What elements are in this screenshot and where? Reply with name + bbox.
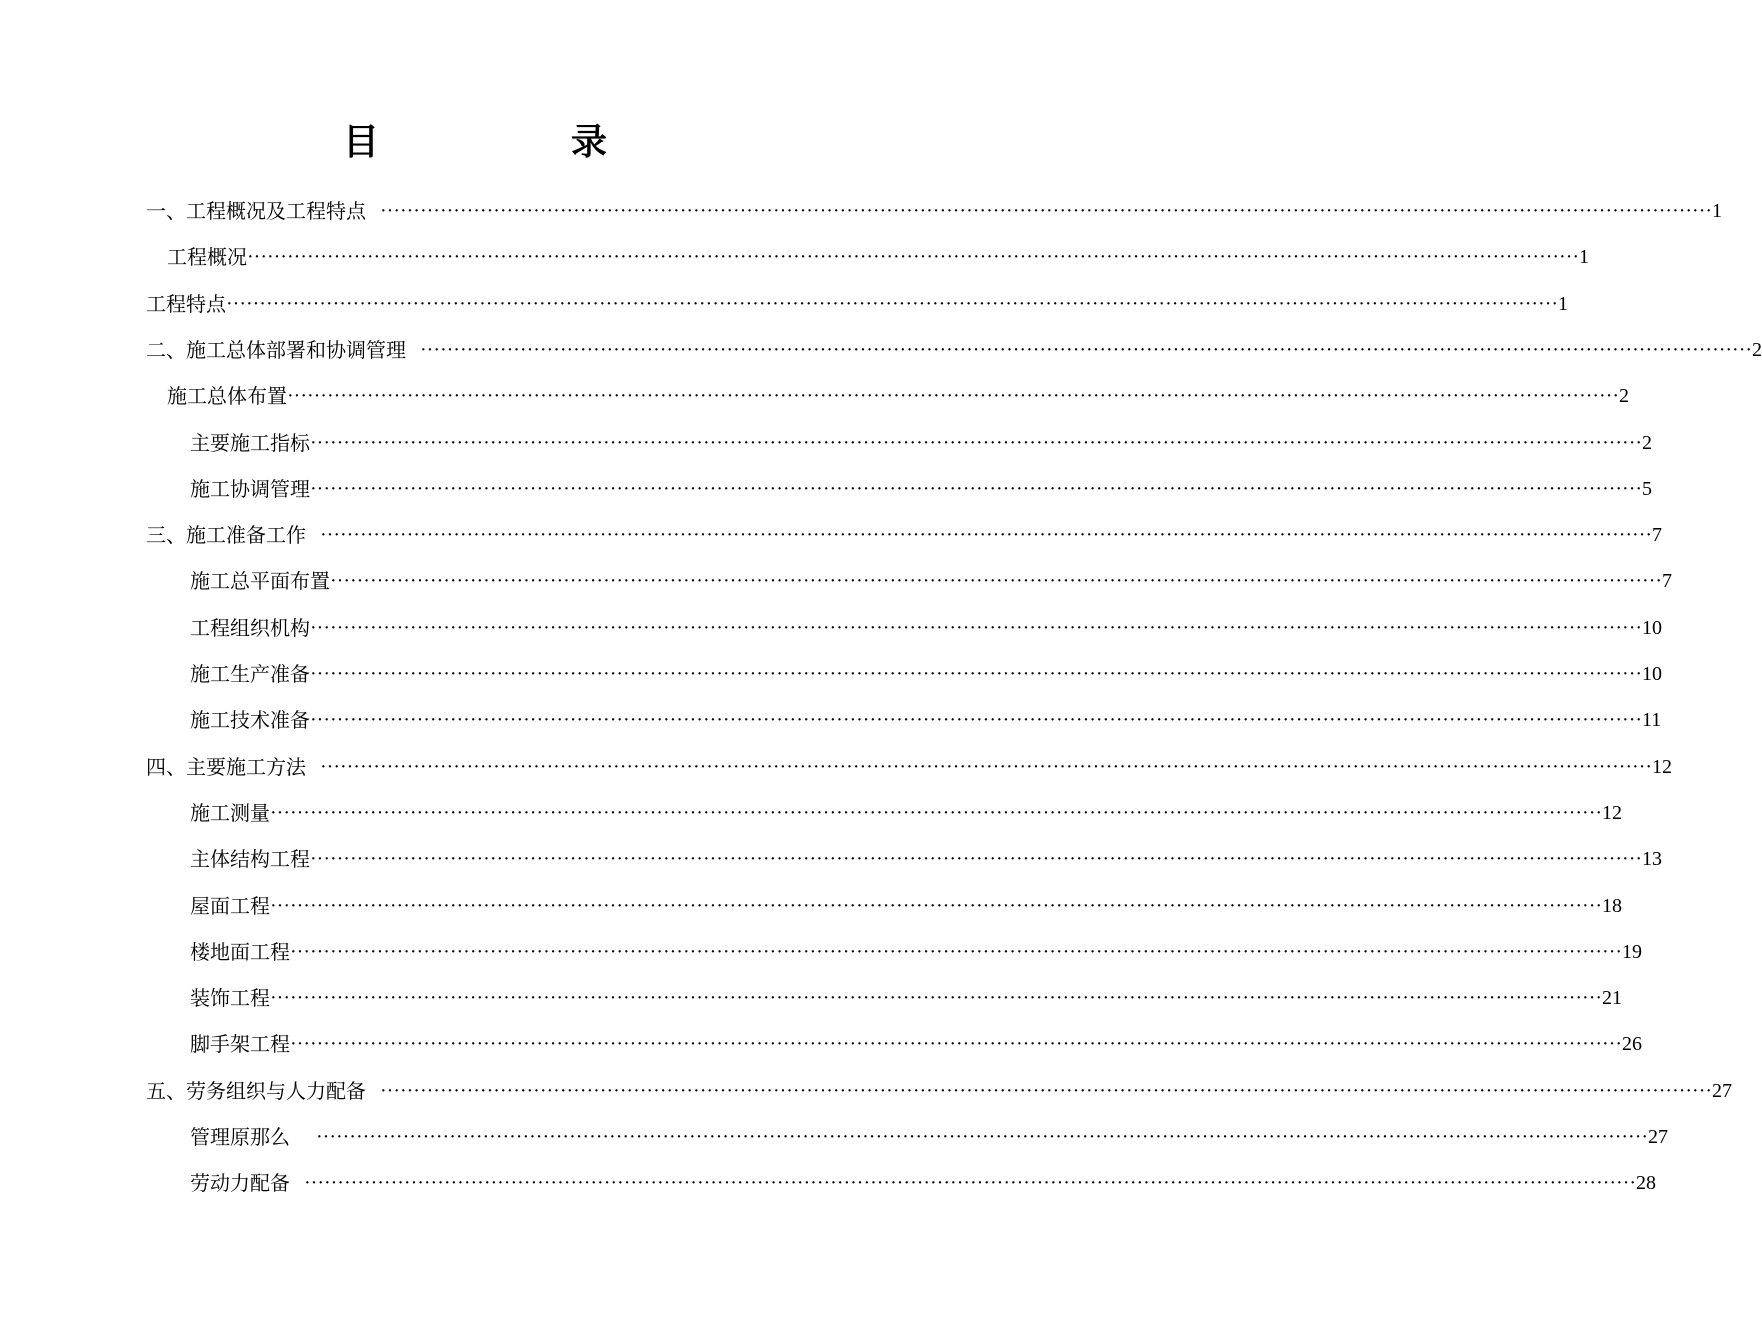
toc-entry[interactable] (190, 1021, 1643, 1067)
toc-entry-label: 二、施工总体部署和协调管理 (146, 337, 406, 362)
toc-entry-label: 劳动力配备 (190, 1171, 290, 1196)
toc-entry[interactable] (190, 697, 1662, 743)
toc-entry-page: 2 (1752, 338, 1762, 361)
toc-entry[interactable] (146, 281, 1569, 327)
dot-leader: ········································································································································································································ (310, 709, 1643, 732)
toc-entry-page: 28 (1636, 1172, 1657, 1195)
toc-entry-label: 施工总体布置 (167, 384, 287, 409)
dot-leader: ········································································································································································································ (270, 801, 1603, 824)
dot-leader: ········································································································································································································ (304, 1172, 1637, 1195)
toc-entry-label: 工程组织机构 (190, 615, 310, 640)
toc-entry-label: 工程概况 (167, 245, 247, 270)
toc-entry[interactable] (190, 605, 1663, 651)
toc-entry-label: 屋面工程 (190, 893, 270, 918)
toc-entry[interactable] (190, 420, 1653, 466)
toc-entry-label: 楼地面工程 (190, 939, 290, 964)
dot-leader: ········································································································································································································ (310, 848, 1643, 871)
toc-entry-label: 主体结构工程 (190, 847, 310, 872)
dot-leader: ········································································································································································································ (270, 987, 1603, 1010)
toc-entry-label: 五、劳务组织与人力配备 (146, 1078, 366, 1103)
dot-leader: ········································································································································································································ (380, 1079, 1713, 1102)
toc-entry-label: 三、施工准备工作 (146, 523, 306, 548)
toc-entry-label: 施工测量 (190, 800, 270, 825)
toc-entry-label: 管理原那么 (190, 1125, 290, 1149)
dot-leader: ········································································································································································································ (310, 663, 1643, 685)
toc-entry[interactable] (190, 1114, 1669, 1160)
toc-entry-label: 脚手架工程 (190, 1032, 290, 1057)
toc-entry-page: 7 (1652, 524, 1663, 547)
toc-entry[interactable] (190, 651, 1663, 697)
toc-entry-page: 13 (1642, 848, 1663, 871)
dot-leader: ········································································································································································································ (247, 246, 1580, 269)
toc-entry-label: 装饰工程 (190, 986, 270, 1011)
toc-entry[interactable] (190, 883, 1623, 929)
toc-entry-page: 19 (1622, 940, 1643, 963)
toc-entry-page: 2 (1619, 385, 1630, 408)
toc-entry-page: 27 (1712, 1079, 1733, 1102)
toc-entry-page: 18 (1602, 894, 1623, 917)
toc-entry-label: 施工生产准备 (190, 662, 310, 686)
toc-entry-page: 2 (1642, 431, 1653, 454)
dot-leader: ········································································································································································································ (287, 385, 1620, 408)
toc-entry[interactable] (190, 466, 1653, 512)
toc-entry-page: 5 (1642, 477, 1653, 500)
toc-entry-label: 一、工程概况及工程特点 (146, 199, 366, 223)
toc-entry[interactable] (146, 188, 1723, 234)
dot-leader: ········································································································································································································ (310, 431, 1643, 454)
dot-leader: ········································································································································································································ (270, 894, 1603, 917)
toc-entry[interactable] (146, 327, 1762, 373)
dot-leader: ········································································································································································································ (320, 524, 1653, 547)
dot-leader: ········································································································································································································ (316, 1126, 1649, 1148)
dot-leader: ········································································································································································································ (226, 292, 1559, 315)
dot-leader: ········································································································································································································ (310, 477, 1643, 500)
toc-entry[interactable] (190, 929, 1643, 975)
dot-leader: ········································································································································································································ (310, 616, 1643, 639)
toc-entry-label: 施工技术准备 (190, 708, 310, 733)
toc-entry-page: 27 (1648, 1126, 1669, 1148)
dot-leader: ········································································································································································································ (290, 1033, 1623, 1056)
toc-entry-page: 26 (1622, 1033, 1643, 1056)
toc-entry-page: 21 (1602, 987, 1623, 1010)
dot-leader: ········································································································································································································ (290, 940, 1623, 963)
dot-leader: ········································································································································································································ (320, 755, 1653, 778)
toc-entry[interactable] (190, 836, 1663, 882)
dot-leader: ········································································································································································································ (330, 570, 1663, 593)
toc-entry-label: 施工协调管理 (190, 476, 310, 501)
toc-entry[interactable] (190, 1160, 1657, 1206)
toc-entry-page: 11 (1642, 709, 1662, 732)
toc-entry-page: 10 (1642, 616, 1663, 639)
toc-entry[interactable] (190, 790, 1623, 836)
toc-entry[interactable] (146, 512, 1663, 558)
toc-entry[interactable] (146, 1068, 1733, 1114)
toc-entry-page: 7 (1662, 570, 1673, 593)
toc-entry[interactable] (146, 744, 1673, 790)
dot-leader: ········································································································································································································ (380, 200, 1713, 222)
toc-entry[interactable] (167, 373, 1630, 419)
toc-entry-label: 施工总平面布置 (190, 569, 330, 594)
toc-entry-page: 1 (1712, 200, 1723, 222)
toc-entry-label: 工程特点 (146, 291, 226, 316)
toc-entry-page: 10 (1642, 663, 1663, 685)
toc-entry-page: 1 (1558, 292, 1569, 315)
toc-entry[interactable] (167, 234, 1590, 280)
toc-entry[interactable] (190, 558, 1673, 604)
toc-entry-label: 四、主要施工方法 (146, 754, 306, 779)
toc-entry[interactable] (190, 975, 1623, 1021)
toc-entry-page: 1 (1579, 246, 1590, 269)
toc-entry-page: 12 (1652, 755, 1673, 778)
toc-title: 目 录 (342, 122, 685, 163)
toc-entry-label: 主要施工指标 (190, 430, 310, 455)
dot-leader: ········································································································································································································ (420, 338, 1753, 361)
toc-entry-page: 12 (1602, 801, 1623, 824)
